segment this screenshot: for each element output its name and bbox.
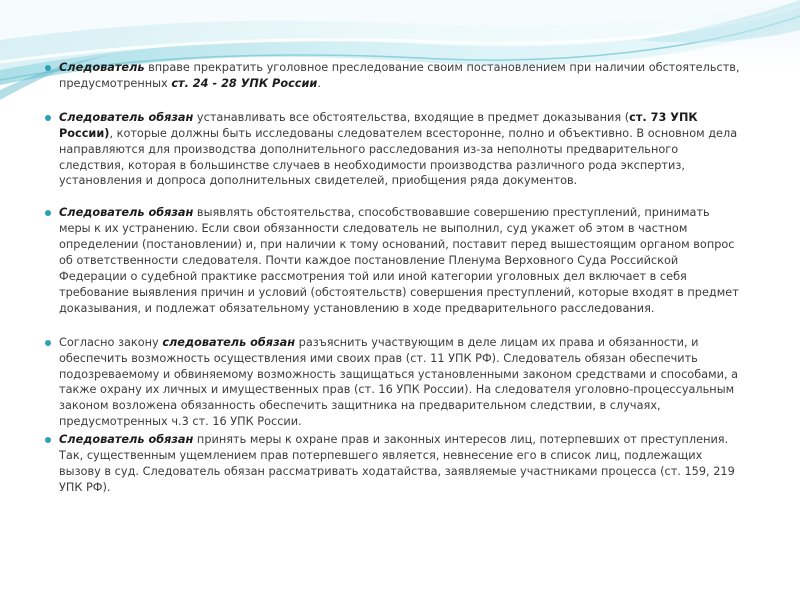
paragraph-4 [44,335,744,430]
term-investigator-obliged: Следователь обязан [59,110,194,124]
bullet-icon [45,65,51,71]
bullet-icon [45,437,51,443]
bullet-icon [45,115,51,121]
law-reference: ст. 24 - 28 УПК России [171,76,318,90]
paragraph-5 [44,432,744,496]
term-investigator-obliged: Следователь обязан [59,433,194,447]
bullet-icon [45,340,51,346]
paragraph-2 [44,110,744,190]
paragraph-text: разъяснить участвующим в деле лицам их права и обязанности, и обеспечить возможность осуществления ими своих прав (ст. 11 УПК РФ). Следователь обязан обеспечить подозреваемому и обвиняемому возможность защищаться установленными законом средствами и способами, а также охрану их личных и имущественных прав (ст. 16 УПК России). На следователя уголовно-процессуальным законом возложена обязанность обеспечить защитника на предварительном следствии, в случаях, предусмотренных ч.3 ст. 16 УПК России. [59,335,739,429]
term-investigator-obliged: Следователь обязан [59,206,194,220]
paragraph-text: выявлять обстоятельства, способствовавшие совершению преступлений, принимать меры к их устранению. Если свои обязанности следователь не выполнил, суд укажет об этом в частном определении (постановлении) и, при наличии к тому оснований, поставит перед вышестоящим органом вопрос об ответственности следователя. Почти каждое постановление Пленума Верховного Суда Российской Федерации о судебной практике рассмотрения той или иной категории уголовных дел включает в себя требование выявления причин и условий (обстоятельств) совершения преступлений, которые входят в предмет доказывания, и подлежат обязательному установлению в ходе предварительного расследования. [59,206,739,315]
paragraph-text: вправе прекратить уголовное преследование своим постановлением при наличии обстоятельств, предусмотренных [59,61,740,90]
paragraph-3 [44,205,744,316]
bullet-icon [45,210,51,216]
slide-content [44,60,744,496]
paragraph-1 [44,60,744,92]
term-investigator: Следователь [59,61,145,74]
term-investigator-obliged: следователь обязан [162,335,296,349]
paragraph-tail: . [317,76,321,90]
paragraph-text: принять меры к охране прав и законных интересов лиц, потерпевших от преступления. Так, существенным ущемлением прав потерпевшего является, невнесение его в список лиц, подлежащих вызову в суд. Следователь обязан рассматривать ходатайства, заявляемые участниками процесса (ст. 159, 219 УПК РФ). [59,433,735,494]
paragraph-prefix: Согласно закону [59,335,163,349]
law-reference: ст. 73 УПК России) [59,110,698,140]
paragraph-tail: , которые должны быть исследованы следователем всесторонне, полно и объективно. В основном дела направляются для производства дополнительного расследования из-за неполноты предварительного следствия, которая в большинстве случаев в необходимости производства различного рода экспертиз, установления и допроса дополнительных свидетелей, приобщения ряда документов. [59,126,738,188]
paragraph-text: устанавливать все обстоятельства, входящие в предмет доказывания ( [193,110,630,124]
